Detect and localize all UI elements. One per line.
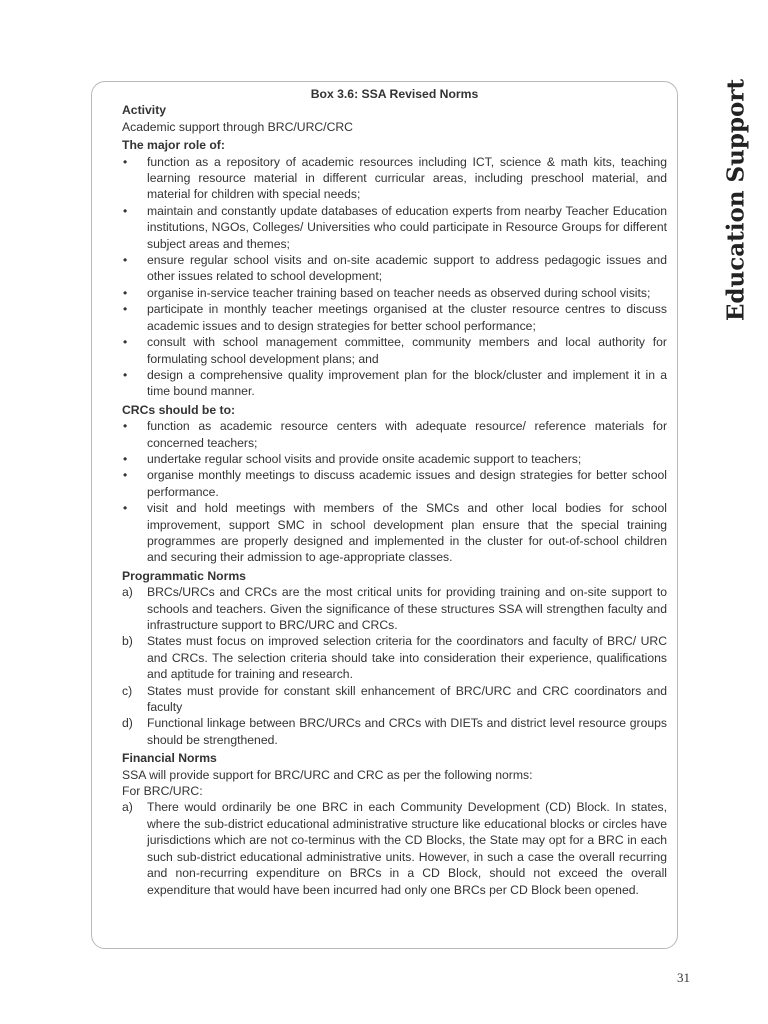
bullet-icon: •: [123, 203, 128, 218]
financial-heading: Financial Norms: [122, 751, 217, 766]
list-item: [122, 252, 667, 285]
crc-heading: CRCs should be to:: [122, 402, 236, 417]
list-item-text: design a comprehensive quality improvement plan for the block/cluster and implement it in a time bound manner.: [147, 367, 667, 399]
list-item: [122, 467, 667, 500]
list-item: [122, 154, 667, 203]
list-item-text: function as a repository of academic resources including ICT, science & math kits, teaching learning resource material in different curricular areas, including preschool material, and material for children with special needs;: [147, 154, 667, 202]
list-item-text: undertake regular school visits and provide onsite academic support to teachers;: [147, 451, 582, 466]
bullet-icon: •: [123, 468, 128, 483]
list-item-text: ensure regular school visits and on-site academic support to address pedagogic issues and other issues related to school development;: [147, 253, 667, 284]
list-item: [122, 584, 667, 633]
list-item: [122, 203, 667, 252]
list-item-marker: a): [122, 585, 133, 600]
list-item: [122, 683, 667, 716]
list-item: [122, 500, 667, 566]
bullet-icon: •: [123, 335, 128, 350]
financial-subheading: For BRC/URC:: [122, 784, 203, 799]
list-item: [122, 367, 667, 400]
page-number: 31: [677, 970, 690, 985]
bullet-icon: •: [123, 285, 128, 300]
list-item-text: organise in-service teacher training based on teacher needs as observed during school visits;: [147, 285, 651, 300]
financial-intro: SSA will provide support for BRC/URC and CRC as per the following norms:: [122, 767, 533, 782]
list-item: [122, 334, 667, 367]
list-item-text: BRCs/URCs and CRCs are the most critical units for providing training and on-site support to schools and teachers. Given the significance of these structures SSA will strengthen faculty and infrastructure support to BRC/URC and CRCs.: [147, 585, 667, 632]
list-item: [122, 799, 667, 897]
list-item-marker: d): [122, 716, 133, 731]
list-item-text: States must provide for constant skill enhancement of BRC/URC and CRC coordinators and faculty: [147, 683, 667, 715]
bullet-icon: •: [123, 367, 128, 382]
list-item-text: States must focus on improved selection criteria for the coordinators and faculty of BRC/ URC and CRCs. The selection criteria should take into consideration their experience, qualifications and aptitude for training and research.: [147, 634, 667, 682]
list-item-text: visit and hold meetings with members of the SMCs and other local bodies for school improvement, support SMC in school development plan ensure that the special training programmes are properly designed and implemented in the cluster for out-of-school children and securing their admission to age-appropriate classes.: [147, 501, 667, 565]
box-title: Box 3.6: SSA Revised Norms: [310, 87, 479, 101]
major-role-heading: The major role of:: [122, 138, 225, 153]
list-item-marker: a): [122, 800, 133, 815]
list-item-text: organise monthly meetings to discuss academic issues and design strategies for better school performance.: [147, 468, 667, 499]
crc-list: [122, 418, 667, 566]
programmatic-list: [122, 584, 667, 748]
list-item-text: participate in monthly teacher meetings organised at the cluster resource centres to discuss academic issues and to design strategies for better school performance;: [147, 302, 667, 333]
major-role-list: [122, 154, 667, 400]
list-item: [122, 451, 667, 467]
box-content: [122, 86, 667, 898]
list-item: [122, 418, 667, 451]
financial-list: [122, 799, 667, 897]
list-item: [122, 715, 667, 748]
bullet-icon: •: [123, 501, 128, 516]
activity-text: Academic support through BRC/URC/CRC: [122, 119, 353, 134]
list-item-text: function as academic resource centers with adequate resource/ reference materials for concerned teachers;: [147, 419, 667, 450]
list-item-marker: c): [122, 683, 133, 698]
list-item-text: maintain and constantly update databases of education experts from nearby Teacher Education institutions, NGOs, Colleges/ Universities who could participate in Resource Groups for different subject areas and themes;: [147, 203, 667, 251]
list-item: [122, 633, 667, 682]
list-item-text: There would ordinarily be one BRC in each Community Development (CD) Block. In states, where the sub-district educational administrative structure like educational blocks or circles have jurisdictions which are not co-terminus with the CD Blocks, the State may opt for a BRC in each such sub-district educational administrative units. However, in such a case the overall recurring and non-recurring expenditure on BRCs in a CD Block, should not exceed the overall expenditure that would have been incurred had only one BRCs per CD Block been opened.: [147, 800, 667, 897]
programmatic-heading: Programmatic Norms: [122, 568, 246, 583]
bullet-icon: •: [123, 154, 128, 169]
list-item-marker: b): [122, 634, 133, 649]
bullet-icon: •: [123, 451, 128, 466]
list-item: [122, 301, 667, 334]
activity-heading: Activity: [122, 103, 167, 118]
bullet-icon: •: [123, 253, 128, 268]
list-item: [122, 285, 667, 301]
bullet-icon: •: [123, 302, 128, 317]
list-item-text: consult with school management committee, community members and local authority for formulating school development plans; and: [147, 335, 667, 366]
section-side-title: Education Support: [722, 78, 750, 322]
list-item-text: Functional linkage between BRC/URCs and CRCs with DIETs and district level resource groups should be strengthened.: [147, 716, 667, 747]
bullet-icon: •: [123, 419, 128, 434]
